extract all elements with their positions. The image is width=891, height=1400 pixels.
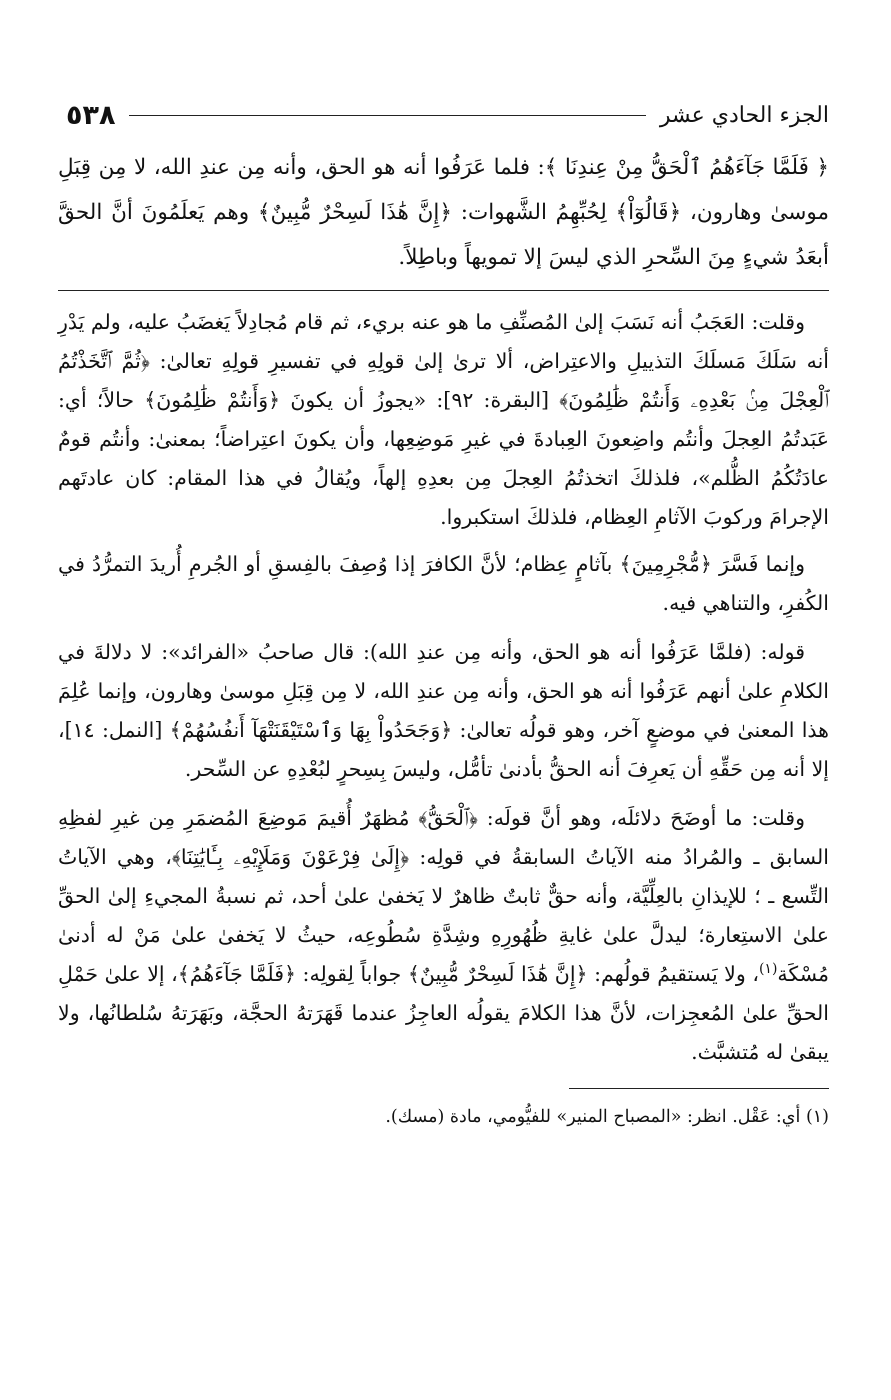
page-header — [58, 95, 829, 135]
commentary-paragraph — [58, 799, 829, 1072]
volume-title: الجزء الحادي عشر — [659, 102, 829, 128]
commentary-paragraph: وقلت: العَجَبُ أنه نَسَبَ إلىٰ المُصنِّفِ ما هو عنه بريء، ثم قام مُجادِلاً يَغضَبُ عليه، ولم يَدْرِ أنه سَلَكَ مَسلَكَ التذييلِ والاعتِراض، ألا ترىٰ إلىٰ قولِهِ في تفسيرِ قولِهِ تعالىٰ: ﴿ثُمَّ ٱتَّخَذْتُمُ ٱلْعِجْلَ مِنۢ بَعْدِهِۦ وَأَنتُمْ ظَٰلِمُونَ﴾ [البقرة: ٩٢]: «يجوزُ أن يكونَ ﴿وَأَنتُمْ ظَٰلِمُونَ﴾ حالاً؛ أي: عَبَدتُمُ العِجلَ وأنتُم واضِعونَ العِبادةَ في غيرِ مَوضِعِها، وأن يكونَ اعتِراضاً؛ بمعنىٰ: وأنتُم قومٌ عادَتُكُمُ الظُّلم»، فلذلكَ اتخذتُمُ العِجلَ مِن بعدِهِ إلهاً، ويُقالُ في هذا المقام: كان عادتَهم الإجرامَ وركوبَ الآثامِ العِظام، فلذلكَ استكبروا. — [58, 310, 829, 529]
paragraph-text: وقلت: ما أوضَحَ دلائلَه، وهو أنَّ قولَه: ﴿ٱلْحَقُّ﴾ مُظهَرٌ أُقيمَ مَوضِعَ المُضمَرِ مِن غيرِ لفظِهِ السابق ـ والمُرادُ منه الآياتُ السابقةُ في قولِه: ﴿إِلَىٰ فِرْعَوْنَ وَمَلَإِيْهِۦ بِـَٔايَٰتِنَا﴾، وهي الآياتُ التِّسع ـ ؛ للإيذانِ بالعِلِّيَّة، وأنه حقٌّ ثابتٌ ظاهرٌ لا يَخفىٰ علىٰ أحد، ثم نسبةُ المجيءِ إلىٰ الحقِّ علىٰ الاستِعارة؛ ليدلَّ علىٰ غايةِ ظُهُورِهِ وشِدَّةِ سُطُوعِه، حيثُ لا يَخفىٰ علىٰ مَنْ له أدنىٰ مُسْكَة — [58, 806, 829, 986]
footnote-divider — [569, 1088, 829, 1089]
footnote-reference[interactable]: (١) — [758, 961, 778, 978]
footnote-marker: (١) — [805, 1107, 829, 1127]
footnote — [58, 1103, 829, 1131]
paragraph-text: ، ولا يَستقيمُ قولُهم: ﴿إِنَّ هَٰذَا لَسِحْرٌ مُّبِينٌ﴾ جواباً لِقولِه: ﴿فَلَمَّا جَآءَهُمُ﴾، إلا علىٰ حَمْلِ الحقِّ علىٰ المُعجِزات، لأنَّ هذا الكلامَ يقولُه العاجِزُ عندما قَهَرَتهُ الحجَّة، وبَهَرَتهُ سُلطانُها، ولا يبقىٰ له مُتشبَّث. — [58, 962, 829, 1064]
book-page — [58, 95, 829, 1340]
commentary-paragraph: قوله: (فلمَّا عَرَفُوا أنه هو الحق، وأنه مِن عندِ الله): قال صاحبُ «الفرائد»: لا دلالةَ في الكلامِ علىٰ أنهم عَرَفُوا أنه هو الحق، وأنه مِن عندِ الله، لا مِن قِبَلِ موسىٰ وهارون، وإنما عُلِمَ هذا المعنىٰ في موضعٍ آخر، وهو قولُه تعالىٰ: ﴿وَجَحَدُواْ بِهَا وَٱسْتَيْقَنَتْهَآ أَنفُسُهُمْ﴾ [النمل: ١٤]، إلا أنه مِن حَقِّهِ أن يَعرِفَ أنه الحقُّ بأدنىٰ تأمُّل، وليسَ بِسِحرٍ لبُعْدِهِ عن السِّحر. — [58, 640, 829, 781]
quranic-text: ﴿ فَلَمَّا جَآءَهُمُ ٱلْحَقُّ مِنْ عِندِنَا ﴾: فلما عَرَفُوا أنه هو الحق، وأنه مِن عندِ الله، لا مِن قِبَلِ موسىٰ وهارون، ﴿قَالُوٓاْ﴾ لِحُبِّهِمُ الشَّهوات: ﴿إِنَّ هَٰذَا لَسِحْرٌ مُّبِينٌ﴾ وهم يَعلَمُونَ أنَّ الحقَّ أبعَدُ شيءٍ مِنَ السِّحرِ الذي ليسَ إلا تمويهاً وباطِلاً. — [58, 155, 829, 270]
footnote-text: أي: عَقْل. انظر: «المصباح المنير» للفيُّومي، مادة (مسك). — [385, 1107, 801, 1127]
page-number: ٥٣٨ — [66, 99, 116, 131]
header-divider — [129, 115, 645, 116]
commentary-body — [58, 303, 829, 1072]
quranic-text-block — [58, 145, 829, 286]
section-divider — [58, 290, 829, 291]
commentary-paragraph: وإنما فَسَّرَ ﴿مُّجْرِمِينَ﴾ بآثامٍ عِظام؛ لأنَّ الكافرَ إذا وُصِفَ بالفِسقِ أو الجُرمِ أُريدَ التمرُّدُ في الكُفرِ، والتناهي فيه. — [58, 552, 829, 615]
